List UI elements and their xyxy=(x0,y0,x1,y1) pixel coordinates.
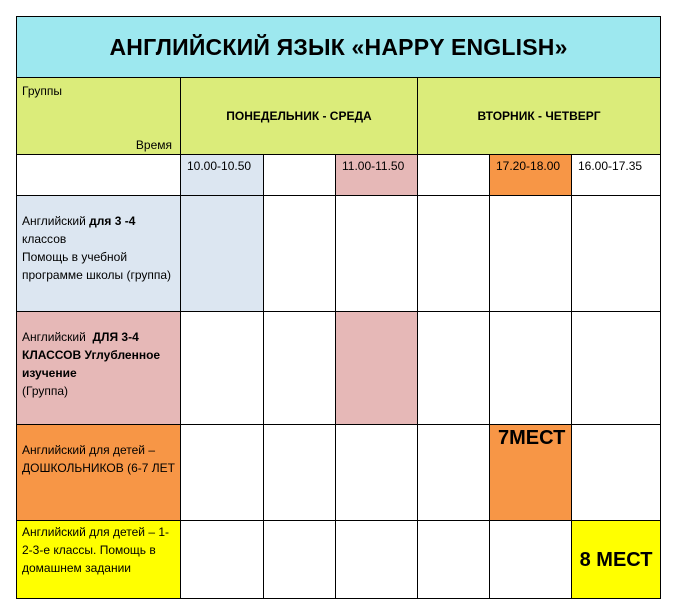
times-row-label xyxy=(17,155,181,196)
day-header-mon-wed: ПОНЕДЕЛЬНИК - СРЕДА xyxy=(181,78,418,155)
places-badge-7: 7МЕСТ xyxy=(490,425,572,521)
group-row-2 xyxy=(17,312,661,425)
groups-label: Группы xyxy=(22,84,62,98)
group-name-1 xyxy=(17,196,181,312)
group-2-bold: ДЛЯ 3-4 КЛАССОВ Углубленное изучение xyxy=(22,330,161,380)
cell xyxy=(572,425,661,521)
groups-time-header xyxy=(17,78,181,155)
cell xyxy=(490,196,572,312)
cell xyxy=(336,425,418,521)
cell xyxy=(572,196,661,312)
cell xyxy=(418,312,490,425)
group-row-1 xyxy=(17,196,661,312)
group-row-4 xyxy=(17,521,661,599)
group-2-desc: (Группа) xyxy=(22,384,69,398)
cell xyxy=(418,196,490,312)
cell xyxy=(572,312,661,425)
cell xyxy=(181,196,264,312)
cell xyxy=(181,425,264,521)
group-2-text: Английский xyxy=(22,330,93,344)
cell xyxy=(264,196,336,312)
cell xyxy=(418,425,490,521)
schedule-table xyxy=(16,16,661,599)
time-slot-1: 10.00-10.50 xyxy=(181,155,264,196)
cell xyxy=(264,521,336,599)
time-slot-4: 16.00-17.35 xyxy=(572,155,661,196)
times-row xyxy=(17,155,661,196)
group-1-desc: классов Помощь в учебной программе школы (группа) xyxy=(22,232,172,282)
cell xyxy=(490,521,572,599)
cell xyxy=(490,312,572,425)
cell xyxy=(418,521,490,599)
cell xyxy=(181,521,264,599)
time-slot-2: 11.00-11.50 xyxy=(336,155,418,196)
time-label: Время xyxy=(135,138,172,152)
time-slot-empty xyxy=(418,155,490,196)
group-1-bold: для 3 -4 xyxy=(89,214,136,228)
cell xyxy=(336,312,418,425)
time-slot-3: 17.20-18.00 xyxy=(490,155,572,196)
page-title: АНГЛИЙСКИЙ ЯЗЫК «HAPPY ENGLISH» xyxy=(17,17,661,78)
time-slot-empty xyxy=(264,155,336,196)
group-name-3: Английский для детей – ДОШКОЛЬНИКОВ (6-7 ЛЕТ xyxy=(17,425,181,521)
cell xyxy=(336,196,418,312)
places-badge-8: 8 МЕСТ xyxy=(572,521,661,599)
cell xyxy=(264,425,336,521)
header-row xyxy=(17,78,661,155)
group-row-3 xyxy=(17,425,661,521)
group-name-2 xyxy=(17,312,181,425)
group-1-text: Английский xyxy=(22,214,90,228)
title-row xyxy=(17,17,661,78)
group-name-4: Английский для детей – 1-2-3-е классы. Помощь в домашнем задании xyxy=(17,521,181,599)
cell xyxy=(181,312,264,425)
cell xyxy=(336,521,418,599)
day-header-tue-thu: ВТОРНИК - ЧЕТВЕРГ xyxy=(418,78,661,155)
cell xyxy=(264,312,336,425)
